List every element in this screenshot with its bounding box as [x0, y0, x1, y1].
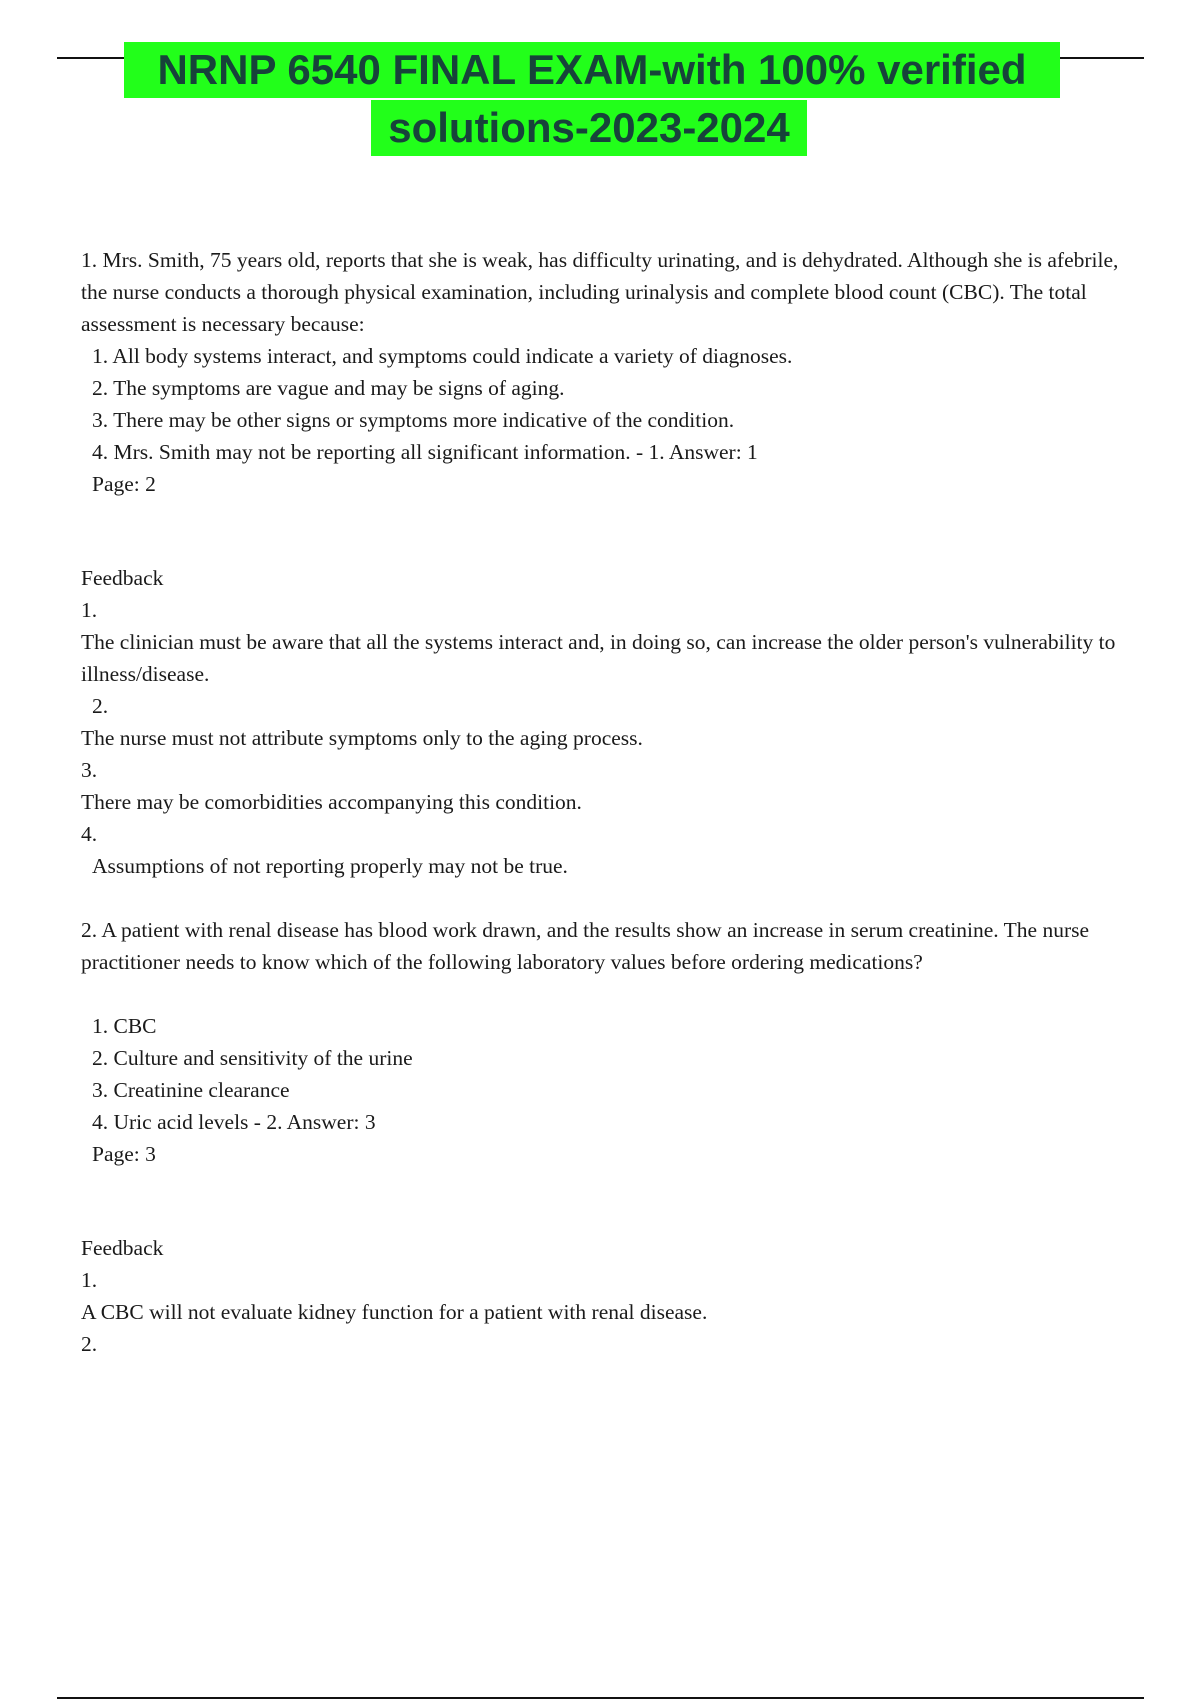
question-1-feedback-2-text: The nurse must not attribute symptoms only to the aging process. — [81, 726, 643, 750]
question-2-feedback-heading: Feedback — [81, 1236, 164, 1260]
question-2-stem: 2. A patient with renal disease has blood work drawn, and the results show an increase in serum creatinine. The nurse practitioner needs to know which of the following laboratory values before ordering medications? — [81, 918, 1090, 974]
top-rule-right — [1058, 57, 1144, 59]
question-1-feedback-heading: Feedback — [81, 566, 164, 590]
question-1-option-1: 1. All body systems interact, and symptoms could indicate a variety of diagnoses. — [92, 344, 793, 368]
question-1-stem: 1. Mrs. Smith, 75 years old, reports that she is weak, has difficulty urinating, and is dehydrated. Although she is afebrile, the nurse conducts a thorough physical examination, including urinalysis and complete blood count (CBC). The total assessment is necessary because: — [81, 248, 1119, 336]
question-1-feedback-2-num: 2. — [92, 694, 109, 718]
document-title-line-2: solutions-2023-2024 — [371, 100, 807, 156]
bottom-rule — [57, 1697, 1144, 1699]
question-1-feedback-4-text: Assumptions of not reporting properly may not be true. — [92, 854, 568, 878]
question-2-option-3: 3. Creatinine clearance — [92, 1078, 290, 1102]
question-2-option-1: 1. CBC — [92, 1014, 157, 1038]
question-2-feedback-1-text: A CBC will not evaluate kidney function for a patient with renal disease. — [81, 1300, 708, 1324]
question-1-option-4: 4. Mrs. Smith may not be reporting all significant information. - 1. Answer: 1 — [92, 440, 758, 464]
document-title-line-1: NRNP 6540 FINAL EXAM-with 100% verified — [124, 42, 1060, 98]
question-1-page: Page: 2 — [92, 472, 156, 496]
question-1-feedback-3-text: There may be comorbidities accompanying this condition. — [81, 790, 582, 814]
question-1-feedback-1-text: The clinician must be aware that all the systems interact and, in doing so, can increase the older person's vulnerability to illness/disease. — [81, 630, 1116, 686]
top-rule-left — [57, 57, 127, 59]
question-2-option-2: 2. Culture and sensitivity of the urine — [92, 1046, 413, 1070]
question-2-feedback-2-num: 2. — [81, 1332, 98, 1356]
question-1-option-3: 3. There may be other signs or symptoms more indicative of the condition. — [92, 408, 735, 432]
question-2-option-4: 4. Uric acid levels - 2. Answer: 3 — [92, 1110, 376, 1134]
question-2-feedback-1-num: 1. — [81, 1268, 98, 1292]
question-1-feedback-4-num: 4. — [81, 822, 98, 846]
question-1-feedback-1-num: 1. — [81, 598, 98, 622]
document-body — [81, 244, 1121, 1360]
question-2-page: Page: 3 — [92, 1142, 156, 1166]
question-1-option-2: 2. The symptoms are vague and may be signs of aging. — [92, 376, 565, 400]
question-1-feedback-3-num: 3. — [81, 758, 98, 782]
